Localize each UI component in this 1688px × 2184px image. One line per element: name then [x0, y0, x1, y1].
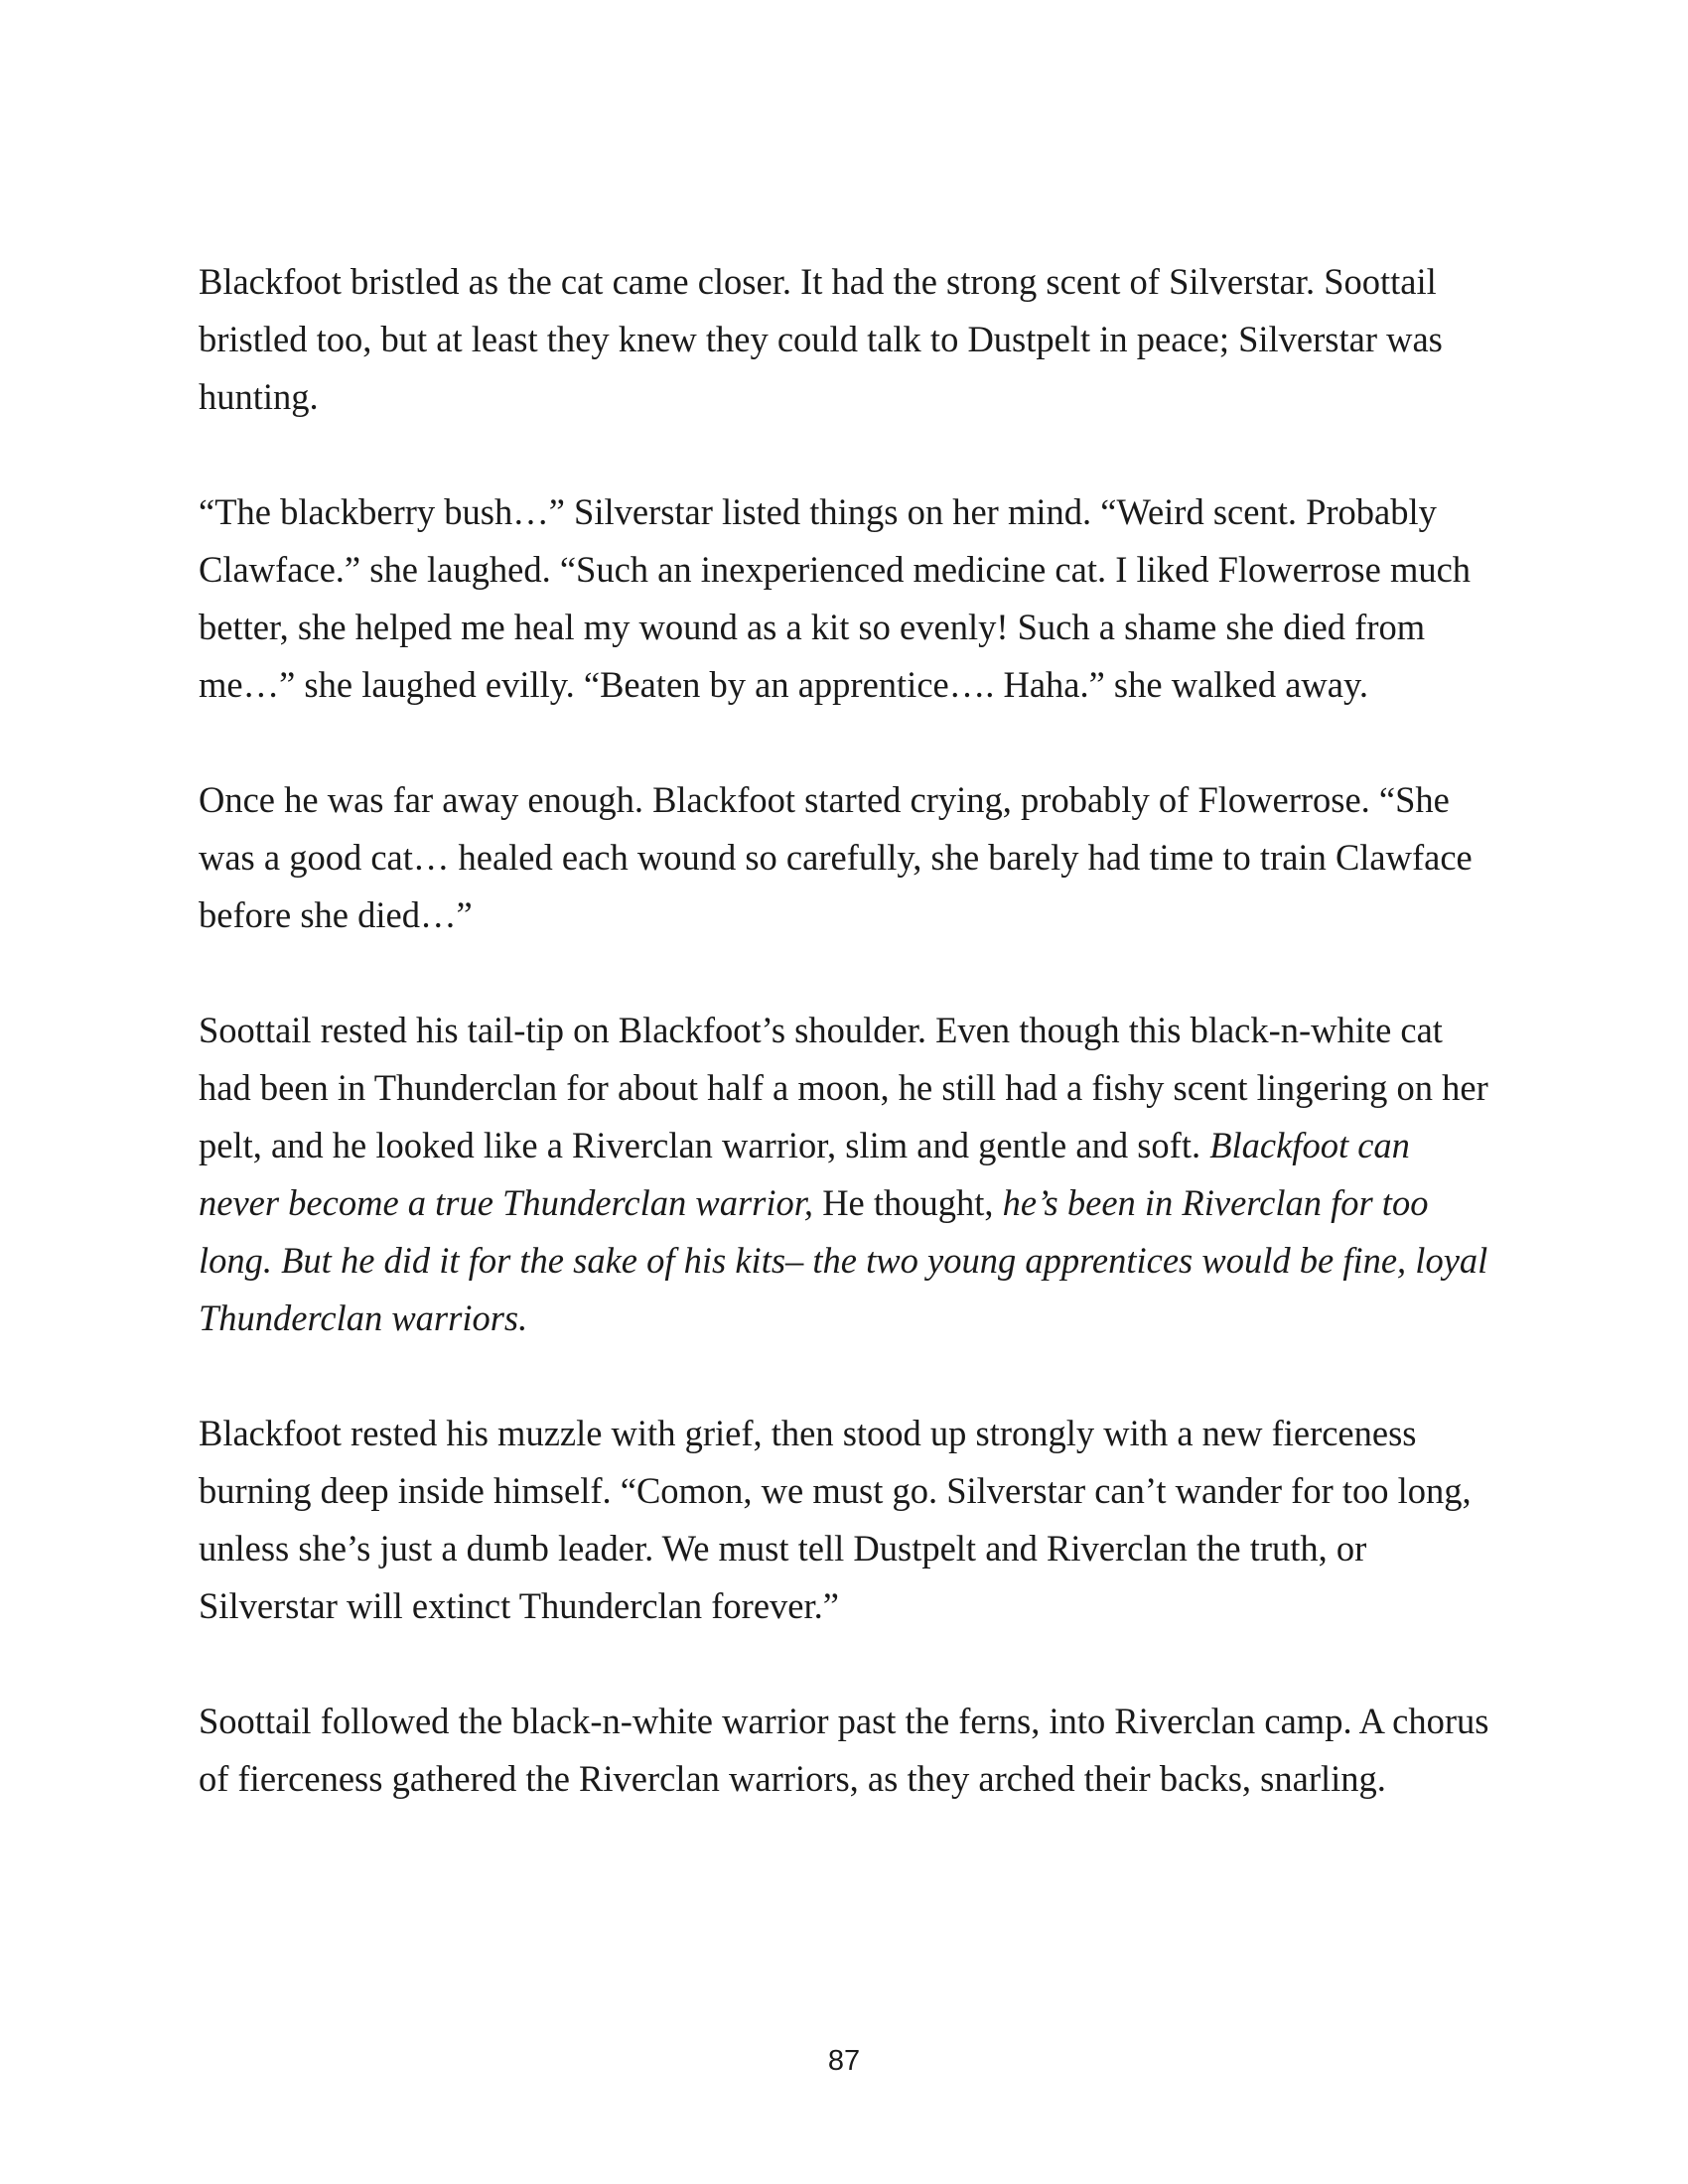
italic-thought: he’s been in Riverclan for too long. But he did it for the sake of his kits– the two young apprentices would be fine, loyal Thunderclan warriors.: [199, 1182, 1488, 1338]
paragraph-text: He thought,: [813, 1182, 1003, 1223]
body-text: [199, 253, 1499, 1865]
paragraph-text: “The blackberry bush…” Silverstar listed things on her mind. “Weird scent. Probably Clawface.” she laughed. “Such an inexperienced medicine cat. I liked Flowerrose much better, she helped me heal my wound as a kit so evenly! Such a shame she died from me…” she laughed evilly. “Beaten by an apprentice…. Haha.” she walked away.: [199, 491, 1472, 705]
paragraph-text: Once he was far away enough. Blackfoot started crying, probably of Flowerrose. “She was a good cat… healed each wound so carefully, she barely had time to train Clawface before she died…”: [199, 779, 1473, 935]
paragraph-2: [199, 483, 1499, 714]
paragraph-text: Soottail rested his tail-tip on Blackfoot’s shoulder. Even though this black-n-white cat had been in Thunderclan for about half a moon, he still had a fishy scent lingering on her pelt, and he looked like a Riverclan warrior, slim and gentle and soft.: [199, 1010, 1488, 1165]
paragraph-text: Blackfoot rested his muzzle with grief, then stood up strongly with a new fierceness burning deep inside himself. “Comon, we must go. Silverstar can’t wander for too long, unless she’s just a dumb leader. We must tell Dustpelt and Riverclan the truth, or Silverstar will extinct Thunderclan forever.”: [199, 1413, 1472, 1626]
paragraph-text: Soottail followed the black-n-white warrior past the ferns, into Riverclan camp. A chorus of fierceness gathered the Riverclan warriors, as they arched their backs, snarling.: [199, 1701, 1489, 1799]
paragraph-6: [199, 1693, 1499, 1808]
italic-thought: Blackfoot can never become a true Thunderclan warrior,: [199, 1125, 1410, 1223]
paragraph-3: [199, 771, 1499, 944]
paragraph-5: [199, 1405, 1499, 1635]
page-number: 87: [827, 2045, 861, 2077]
paragraph-text: Blackfoot bristled as the cat came closer. It had the strong scent of Silverstar. Soottail bristled too, but at least they knew they could talk to Dustpelt in peace; Silverstar was hunting.: [199, 261, 1443, 417]
paragraph-1: [199, 253, 1499, 426]
paragraph-4: [199, 1002, 1499, 1347]
